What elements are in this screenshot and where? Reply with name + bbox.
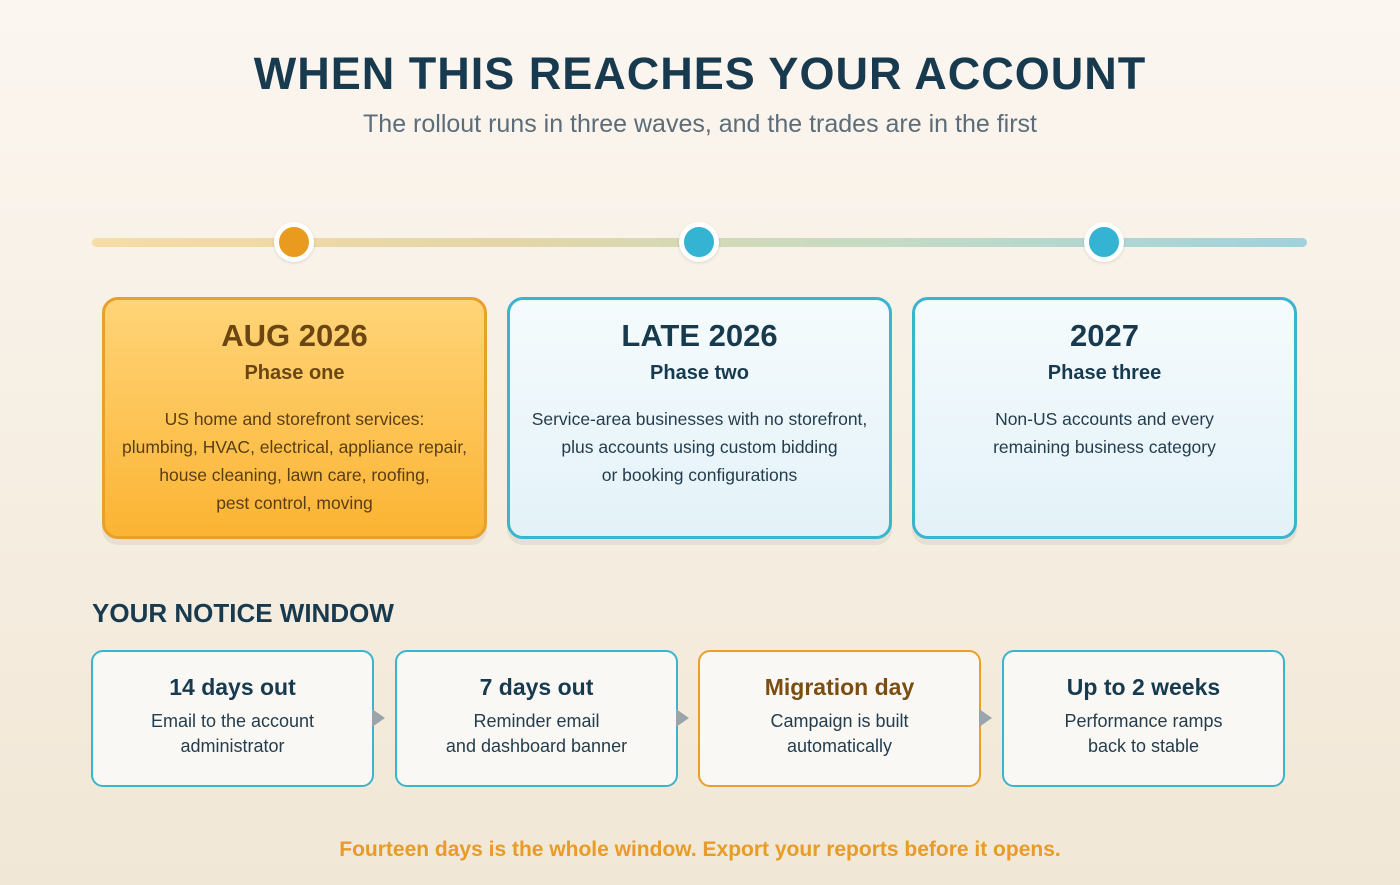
notice-step-14-days — [91, 650, 374, 787]
step-description: Performance ramps back to stable — [1064, 711, 1223, 756]
step-description: Campaign is built automatically — [770, 711, 909, 756]
phase-date: AUG 2026 — [221, 318, 368, 353]
step-description: Email to the account administrator — [150, 711, 315, 756]
page-subtitle: The rollout runs in three waves, and the trades are in the first — [363, 110, 1037, 138]
footer-callout: Fourteen days is the whole window. Export your reports before it opens. — [339, 838, 1061, 861]
notice-step-up-to-2-weeks — [1002, 650, 1285, 787]
notice-window-heading: YOUR NOTICE WINDOW — [92, 598, 394, 628]
phase-description: US home and storefront services: plumbing, HVAC, electrical, appliance repair, house cleaning, lawn care, roofing, pest control, moving — [122, 409, 467, 513]
notice-step-7-days — [395, 650, 678, 787]
step-title: 14 days out — [169, 674, 296, 700]
step-title: Migration day — [764, 674, 915, 700]
step-title: 7 days out — [479, 674, 594, 700]
phase-date: LATE 2026 — [621, 318, 778, 353]
phase-name: Phase two — [650, 362, 749, 384]
arrow-right-icon — [372, 709, 385, 727]
phase-description: Service-area businesses with no storefront, plus accounts using custom bidding or booking configurations — [531, 409, 868, 485]
arrow-right-icon — [979, 709, 992, 727]
phase-name: Phase one — [244, 362, 345, 384]
phase-name: Phase three — [1047, 362, 1162, 384]
timeline-marker-phase-three — [1084, 222, 1124, 262]
step-description: Reminder email and dashboard banner — [445, 711, 628, 756]
phase-card-three — [912, 297, 1297, 539]
page-title: WHEN THIS REACHES YOUR ACCOUNT — [253, 48, 1147, 99]
phase-date: 2027 — [1070, 318, 1139, 353]
step-title: Up to 2 weeks — [1066, 674, 1221, 700]
timeline-marker-phase-one — [274, 222, 314, 262]
phase-description: Non-US accounts and every remaining business category — [993, 409, 1216, 457]
phase-card-two — [507, 297, 892, 539]
phase-card-one — [102, 297, 487, 539]
notice-step-migration-day — [698, 650, 981, 787]
timeline-marker-phase-two — [679, 222, 719, 262]
arrow-right-icon — [676, 709, 689, 727]
